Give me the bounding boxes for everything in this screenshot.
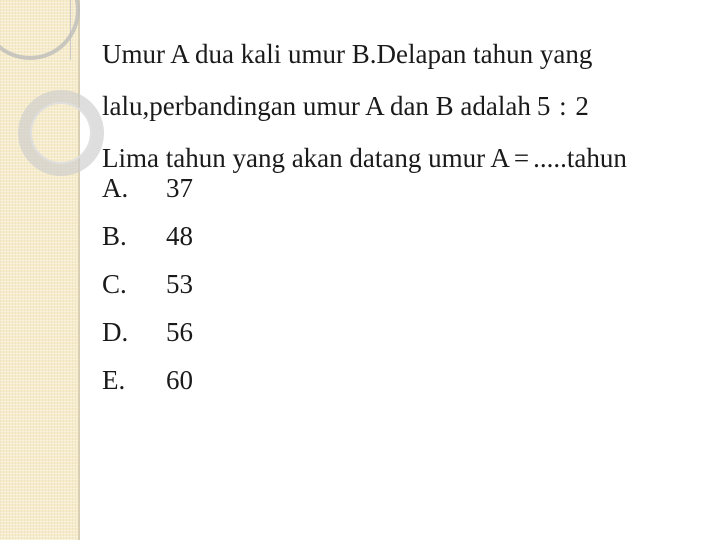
option-b bbox=[102, 212, 193, 260]
question-line-2 bbox=[102, 80, 627, 132]
decorative-side-band bbox=[0, 0, 78, 540]
option-letter: B. bbox=[102, 221, 127, 251]
question-line-3-blank: .....tahun bbox=[533, 143, 627, 173]
option-letter: C. bbox=[102, 269, 127, 299]
ratio-value: 5 : 2 bbox=[536, 91, 590, 121]
option-letter: E. bbox=[102, 365, 126, 395]
question-text bbox=[102, 28, 627, 184]
decorative-ring-inner bbox=[30, 102, 92, 164]
option-d bbox=[102, 308, 193, 356]
equals-sign: = bbox=[513, 143, 530, 173]
option-letter: D. bbox=[102, 317, 129, 347]
option-value: 56 bbox=[166, 317, 193, 347]
option-letter: A. bbox=[102, 173, 129, 203]
option-e bbox=[102, 356, 193, 404]
option-c bbox=[102, 260, 193, 308]
option-value: 37 bbox=[166, 173, 193, 203]
option-value: 48 bbox=[166, 221, 193, 251]
question-line-1: Umur A dua kali umur B.Delapan tahun yang bbox=[102, 39, 593, 69]
question-line-2-text: lalu,perbandingan umur A dan B adalah bbox=[102, 91, 531, 121]
answer-options bbox=[102, 164, 193, 404]
option-value: 60 bbox=[166, 365, 193, 395]
question-line-3-text: Lima tahun yang akan datang umur A bbox=[102, 143, 510, 173]
option-value: 53 bbox=[166, 269, 193, 299]
option-a bbox=[102, 164, 193, 212]
side-band-edge bbox=[78, 0, 80, 540]
